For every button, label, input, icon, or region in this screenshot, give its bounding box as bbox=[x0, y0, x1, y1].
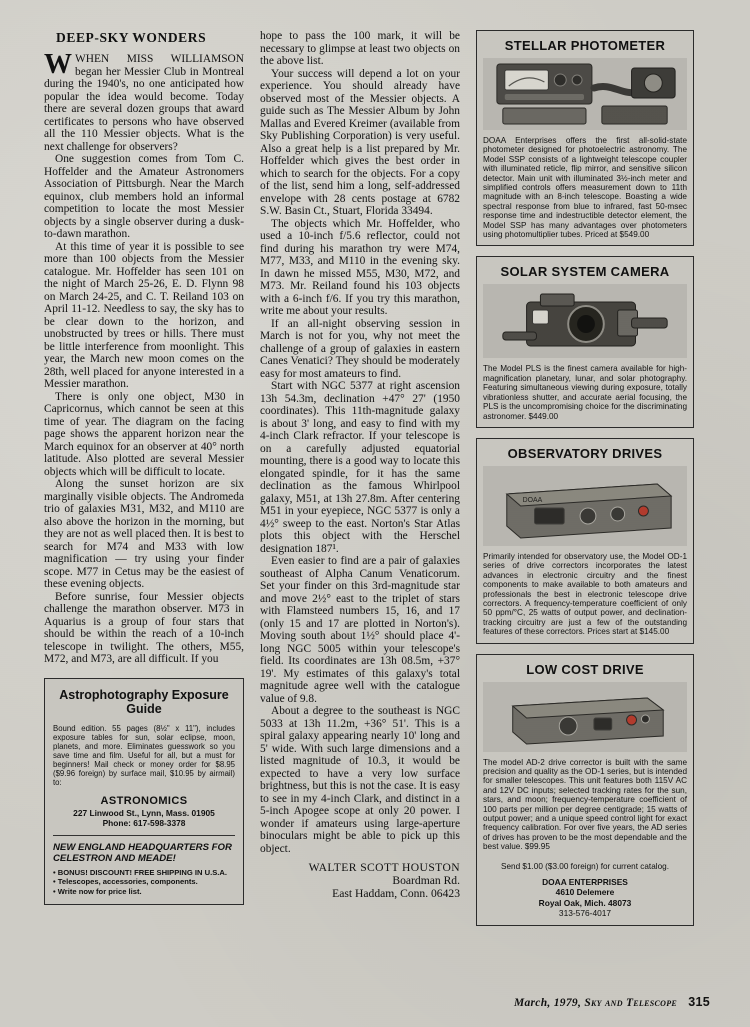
column-one bbox=[44, 30, 244, 970]
doaa-address-line-1: 4610 Delemere bbox=[555, 887, 615, 898]
page-footer bbox=[514, 995, 710, 1009]
article-paragraph-3: At this time of year it is possible to see more than 100 objects from the Messier catalogue. Mr. Hoffelder has seen 101 on the night of March 25-26, E. D. Flynn 98 on March 24-25, and C. T. Reiland 103 on April 11-12. Needless to say, the sky has to be clear down to the horizon, and unobstructed by trees or hills. There must be little interference from moonlight. This year, the March new moon comes on the 28th, well placed for anyone interested in a Messier marathon. bbox=[44, 240, 244, 390]
list-item: • BONUS! DISCOUNT! FREE SHIPPING IN U.S.A. bbox=[53, 868, 235, 878]
catalog-offer-line: Send $1.00 ($3.00 foreign) for current catalog. bbox=[501, 861, 669, 871]
drop-cap-w: W bbox=[44, 49, 72, 80]
ad-divider bbox=[53, 835, 235, 836]
low-cost-drive-ad-title: LOW COST DRIVE bbox=[526, 661, 644, 677]
dealer-headline: NEW ENGLAND HEADQUARTERS FOR CELESTRON AND MEADE! bbox=[53, 841, 232, 864]
author-address-line-2: East Haddam, Conn. 06423 bbox=[332, 887, 460, 900]
solar-system-camera-ad-title: SOLAR SYSTEM CAMERA bbox=[500, 264, 670, 280]
list-item: • Telescopes, accessories, components. bbox=[53, 877, 235, 887]
drive-corrector-photo bbox=[483, 466, 687, 546]
page-number: 315 bbox=[688, 995, 710, 1009]
dealer-bullet-list bbox=[53, 868, 235, 897]
issue-date: March, 1979, bbox=[513, 997, 582, 1009]
article-title: DEEP-SKY WONDERS bbox=[56, 30, 207, 45]
svg-text:DOAA: DOAA bbox=[522, 496, 543, 504]
stellar-photometer-ad[interactable] bbox=[476, 30, 694, 246]
article-paragraph-4: There is only one object, M30 in Capricornus, which cannot be seen at this time of year. The diagram on the facing page shows the apparent horizon near the March equinox for an observer at 40° north latitude. Also plotted are several Messier objects which will be difficult to locate. bbox=[44, 390, 244, 478]
astrophotography-ad-title: Astrophotography Exposure Guide bbox=[59, 687, 229, 716]
solar-system-camera-ad-copy: The Model PLS is the finest camera available for high-magnification planetary, lunar, and solar photography. Featuring simultaneous viewing during exposure, totally vibrationless shutter, and accurate aerial focusing, the PLS is the uncompromising choice for the discriminating astronomer. $449.00 bbox=[483, 364, 687, 421]
article-paragraph-10: If an all-night observing session in March is not for you, why not meet the challenge of a group of galaxies in eastern Canes Venatici? They should be moderately easy for most amateurs to find. bbox=[260, 317, 460, 380]
observatory-drives-ad-copy: Primarily intended for observatory use, the Model OD-1 series of drive correctors incorporates the latest advances in electronic circuitry and the finest components to make available to both amateurs and professionals the best in electronic telescope drive correctors. A frequency-temperature coefficient of only 50 ppm/°C, 25 watts of output power, and declination-tracking circuitry are just a few of the outstanding features of these correctors. Prices start at $145.00 bbox=[483, 551, 687, 637]
doaa-company-name: DOAA ENTERPRISES bbox=[542, 876, 628, 887]
three-column-layout bbox=[44, 30, 710, 970]
article-paragraph-1 bbox=[44, 49, 244, 153]
doaa-phone: 313-576-4017 bbox=[558, 908, 612, 919]
observatory-drives-ad[interactable] bbox=[476, 438, 694, 644]
article-paragraph-13: About a degree to the southeast is NGC 5033 at 13h 11.2m, +36° 51'. This is a spiral galaxy appearing nearly 10' long and 5' wide. With such large dimensions and a listed magnitude of 10.3, it would be expected to have a very low surface brightness, but this is not the case. It is easy to see in my 4-inch Clark, and distinct in a 5-inch Apogee scope at only 20 power. I wonder if amateurs using large-aperture binoculars might be able to pick up this object. bbox=[260, 705, 460, 855]
astrophotography-ad-company: ASTRONOMICS bbox=[100, 794, 188, 807]
camera-photo bbox=[483, 284, 687, 358]
solar-system-camera-ad[interactable] bbox=[476, 256, 694, 427]
magazine-name: Sky and Telescope bbox=[584, 997, 678, 1009]
stellar-photometer-ad-copy: DOAA Enterprises offers the first all-solid-state photometer designed for photoelectric astronomy. The Model SSP consists of a lightweight telescope coupler with illuminated reticle, flip mirror, and sensitive silicon detector. Main unit with illuminated 3½-inch meter and simplified controls offers measurement down to 11th magnitude with an 8-inch telescope. Boasting a wide spectral response from blue to infrared, fast 50-msec response time and indestructible detector element, the Model SSP has many advantages over photometers using photomultiplier tubes. Priced at $549.00 bbox=[483, 136, 687, 240]
author-address-line-1: Boardman Rd. bbox=[392, 874, 460, 887]
photometer-photo bbox=[483, 58, 687, 130]
doaa-address-line-2: Royal Oak, Mich. 48073 bbox=[538, 897, 632, 908]
photometer-illustration bbox=[483, 58, 687, 130]
astrophotography-ad-address: 227 Linwood St., Lynn, Mass. 01905 bbox=[73, 807, 215, 818]
low-cost-drive-illustration bbox=[483, 682, 687, 752]
astrophotography-ad[interactable] bbox=[44, 678, 244, 906]
article-paragraph-5: Along the sunset horizon are six marginally visible objects. The Andromeda trio of galaxies M31, M32, and M110 are also above the horizon in the morning, but they are not as well placed then. It is best to search for M74 and M33 with low magnification — try using your finder scope. M77 in Cetus may be the easiest of these evening objects. bbox=[44, 478, 244, 590]
drive-corrector-illustration bbox=[483, 466, 687, 546]
column-three-advertisements bbox=[476, 30, 694, 970]
article-paragraph-6: Before sunrise, four Messier objects challenge the marathon observer. M73 in Aquarius is a group of four stars that should be within the reach of a 10-inch telescope in twilight. The others, M55, M72, and M73, are all difficult. If you bbox=[44, 590, 244, 665]
article-paragraph-12: Even easier to find are a pair of galaxies southeast of Alpha Canum Venaticorum. Set your finder on this 3rd-magnitude star and move 2½° east to the triplet of stars with Flamsteed numbers 15, 16, and 17 (only 15 and 17 are plotted in Norton's). Moving south about 1½° should place 4'-long NGC 5005 within your telescope's field. Its coordinates are 13h 08.5m, +37° 19'. My estimates of this galaxy's total magnitude agree well with the catalogue value of 9.8. bbox=[260, 555, 460, 705]
observatory-drives-ad-title: OBSERVATORY DRIVES bbox=[507, 445, 663, 461]
article-paragraph-11: Start with NGC 5377 at right ascension 13h 54.3m, declination +47° 27' (1950 coordinates). This 11th-magnitude galaxy is about 3' long, and easy to find with my 4-inch Clark refractor. If your telescope is on a carefully adjusted equatorial mounting, there is a good way to locate this elongated spindle, for it has the same declination as the famous Whirlpool galaxy, M51, at 13h 27.8m. After centering M51 in your eyepiece, NGC 5377 is only a 4½° sweep to the east. Norton's Star Atlas plots this object with the Herschel designation 187¹. bbox=[260, 380, 460, 555]
article-paragraph-7: hope to pass the 100 mark, it will be necessary to glimpse at least two objects on the above list. bbox=[260, 30, 460, 67]
low-cost-drive-ad-copy: The model AD-2 drive corrector is built with the same precision and quality as the OD-1 series, but is intended for smaller telescopes. This unit features both 115V AC and 12V DC inputs; selected tracking rates for the sun, stars, and moon; frequency-temperature coefficient of 100 parts per million per degree centigrade; 15 watts of output power; and a unique speed control light for exact frequency calibration. For over five years, the AD series of drives has proven to be the most dependable and the best value. $99.95 bbox=[483, 757, 687, 852]
article-signature bbox=[260, 861, 460, 900]
stellar-photometer-ad-title: STELLAR PHOTOMETER bbox=[504, 38, 666, 53]
low-cost-drive-ad[interactable] bbox=[476, 654, 694, 926]
column-two bbox=[260, 30, 460, 970]
article-paragraph-8: Your success will depend a lot on your experience. You should already have observed most of the Messier objects. A guide such as The Messier Album by John Mallas and Evered Kreimer (available from Sky Publishing Corporation) is very useful. Also a great help is a list prepared by Mr. Hoffelder which gives the best order in which to search for the objects. For a copy of the list, send him a long, self-addressed envelope with 28 cents postage at 6782 S.W. Basin Ct., Stuart, Florida 33494. bbox=[260, 67, 460, 217]
author-name: WALTER SCOTT HOUSTON bbox=[308, 861, 460, 874]
astrophotography-ad-body: Bound edition. 55 pages (8½" x 11"), includes exposure tables for sun, solar eclipse, moon, planets, and more. Eliminates guesswork so you save time and film. Useful for all, but a must for beginners! Mail check or money order for $8.95 ($9.96 foreign) by surface mail, $10.95 by airmail) to: bbox=[53, 723, 235, 787]
paragraph-text: WHEN MISS WILLIAMSON began her Messier Club in Montreal during the 1940's, no one anticipated how popular the idea would become. Today there are several dozen groups that award certificates to persons who have observed all the 110 Messier objects. What is the next challenge for observers? bbox=[44, 53, 244, 153]
article-paragraph-9: The objects which Mr. Hoffelder, who used a 10-inch f/5.6 reflector, could not find during his marathon try were M74, M77, M33, and M110 in the evening sky. In dawn he missed M55, M30, M72, and M73. Mr. Reiland found his 103 objects with a 6-inch f/6. If you try this marathon, write me about your results. bbox=[260, 217, 460, 317]
article-paragraph-2: One suggestion comes from Tom C. Hoffelder and the Amateur Astronomers Association of Pittsburgh. Near the March equinox, club members hold an informal competition to locate the most Messier objects by a single observer during a dusk-to-dawn marathon. bbox=[44, 153, 244, 240]
low-cost-drive-photo bbox=[483, 682, 687, 752]
camera-illustration bbox=[483, 284, 687, 358]
list-item: • Write now for price list. bbox=[53, 887, 235, 897]
astrophotography-ad-phone: Phone: 617-598-3378 bbox=[102, 817, 186, 828]
